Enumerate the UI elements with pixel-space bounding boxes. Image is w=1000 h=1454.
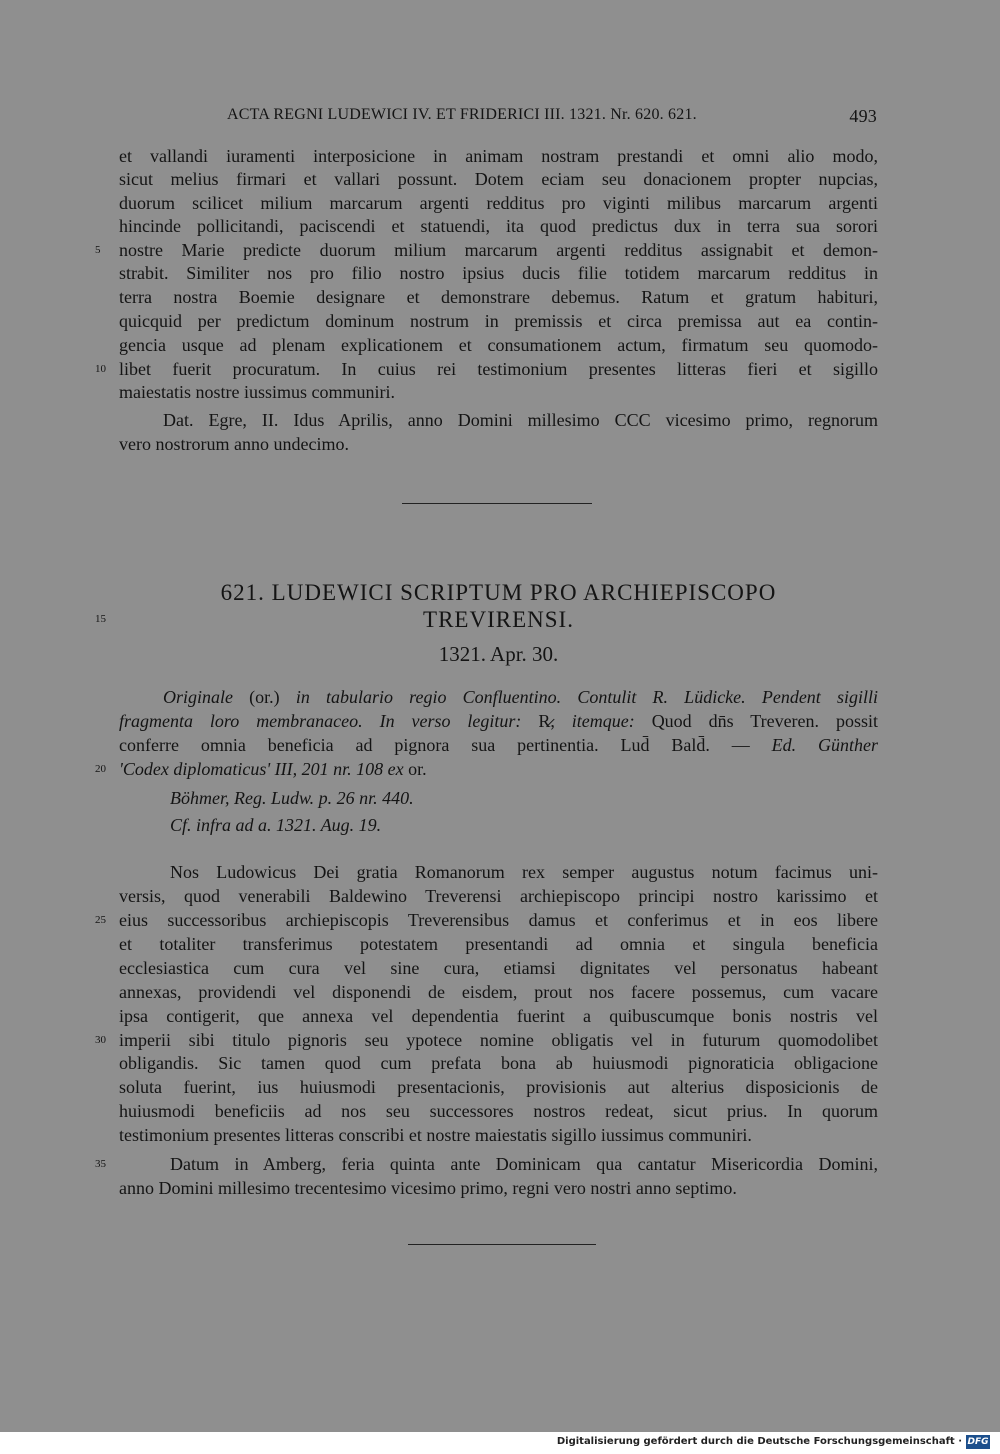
page-number: 493 <box>849 106 877 126</box>
text-line: et totaliter transferimus potestatem presentandi ad omnia et singula beneficia <box>119 934 878 954</box>
text-line: huiusmodi beneficiis ad nos seu successores nostros redeat, sicut prius. In quorum <box>119 1101 878 1121</box>
section-divider <box>408 1244 596 1245</box>
regest-reference: Böhmer, Reg. Ludw. p. 26 nr. 440. <box>170 788 414 808</box>
text-line: soluta fuerint, ius huiusmodi presentacionis, provisionis aut alterius disposicionis de <box>119 1077 878 1097</box>
dfg-logo-icon: DFG <box>967 1437 989 1447</box>
dating-line: Datum in Amberg, feria quinta ante Dominicam qua cantatur Misericordia Domini, <box>170 1154 878 1174</box>
text-line: quicquid per predictum dominum nostrum in premissis et circa premissa aut ea contin- <box>119 311 878 331</box>
digitization-footer <box>0 1432 1000 1454</box>
line-number: 35 <box>95 1158 106 1170</box>
line-number: 30 <box>95 1034 106 1046</box>
apparatus-line: conferre omnia beneficia ad pignora sua pertinentia. Lud̄ Bald̄. — Ed. Günther <box>119 735 878 755</box>
text-line: strabit. Similiter nos pro filio nostro ipsius ducis filie totidem marcarum redditus in <box>119 263 878 283</box>
regest-reference: Cf. infra ad a. 1321. Aug. 19. <box>170 815 382 835</box>
document-date: 1321. Apr. 30. <box>438 642 559 666</box>
document-heading: TREVIRENSI. <box>423 607 574 632</box>
dating-line: anno Domini millesimo trecentesimo vicesimo primo, regni vero nostri anno septimo. <box>119 1178 737 1198</box>
text-line: gencia usque ad plenam explicationem et consumationem actum, firmatum seu quomodo- <box>119 335 878 355</box>
text-line: sicut melius firmari et vallari possunt. Dotem eciam seu donacionem propter nupcias, <box>119 169 878 189</box>
text-line: imperii sibi titulo pignoris seu ypotece nomine obligatis vel in futurum quomodolibet <box>119 1030 878 1050</box>
text-line: terra nostra Boemie designare et demonstrare debemus. Ratum et gratum habituri, <box>119 287 878 307</box>
line-number: 10 <box>95 363 106 375</box>
text-line: et vallandi iuramenti interposicione in animam nostram prestandi et omni alio modo, <box>119 146 878 166</box>
text-line: libet fuerit procuratum. In cuius rei testimonium presentes litteras fieri et sigillo <box>119 359 878 379</box>
text-line: testimonium presentes litteras conscribi et nostre maiestatis sigillo iussimus communiri. <box>119 1125 752 1145</box>
text-line: ipsa contigerit, que annexa vel dependentia fuerint a quibuscumque bonis nostris vel <box>119 1006 878 1026</box>
apparatus-line: 'Codex diplomaticus' III, 201 nr. 108 ex or. <box>119 759 427 779</box>
text-line: eius successoribus archiepiscopis Treverensibus damus et conferimus et in eos libere <box>119 910 878 930</box>
dating-line: Dat. Egre, II. Idus Aprilis, anno Domini millesimo CCC vicesimo primo, regnorum <box>163 410 878 430</box>
text-line: ecclesiastica cum cura vel sine cura, etiamsi dignitates vel personatus habeant <box>119 958 878 978</box>
line-number: 20 <box>95 763 106 775</box>
document-heading: 621. LUDEWICI SCRIPTUM PRO ARCHIEPISCOPO <box>220 580 777 605</box>
line-number: 25 <box>95 914 106 926</box>
text-line: annexas, providendi vel disponendi de eisdem, prout nos facere possemus, cum vacare <box>119 982 878 1002</box>
line-number: 15 <box>95 613 106 625</box>
text-line: maiestatis nostre iussimus communiri. <box>119 382 395 402</box>
running-title: ACTA REGNI LUDEWICI IV. ET FRIDERICI III. 1321. Nr. 620. 621. <box>227 106 697 123</box>
apparatus-line: fragmenta loro membranaceo. In verso legitur: R̷, itemque: Quod dn̄s Treveren. possit <box>119 711 878 731</box>
text-line: Nos Ludowicus Dei gratia Romanorum rex semper augustus notum facimus uni- <box>170 862 878 882</box>
text-line: nostre Marie predicte duorum milium marcarum argenti redditus assignabit et demon- <box>119 240 878 260</box>
line-number: 5 <box>95 244 101 256</box>
dating-line: vero nostrorum anno undecimo. <box>119 434 349 454</box>
footer-credit: Digitalisierung gefördert durch die Deutsche Forschungsgemeinschaft · <box>556 1436 962 1447</box>
text-line: duorum scilicet milium marcarum argenti redditus pro viginti milibus marcarum argenti <box>119 193 878 213</box>
apparatus-line: Originale (or.) in tabulario regio Confluentino. Contulit R. Lüdicke. Pendent sigilli <box>163 687 878 707</box>
text-line: obligandis. Sic tamen quod cum prefata bona ab huiusmodi pignoraticia obligacione <box>119 1053 878 1073</box>
text-line: versis, quod venerabili Baldewino Treverensi archiepiscopo principi nostro karissimo et <box>119 886 878 906</box>
text-line: hincinde pollicitandi, paciscendi et statuendi, ita quod predictus dux in terra sua sorori <box>119 216 878 236</box>
running-head <box>227 103 877 129</box>
section-divider <box>402 503 592 504</box>
